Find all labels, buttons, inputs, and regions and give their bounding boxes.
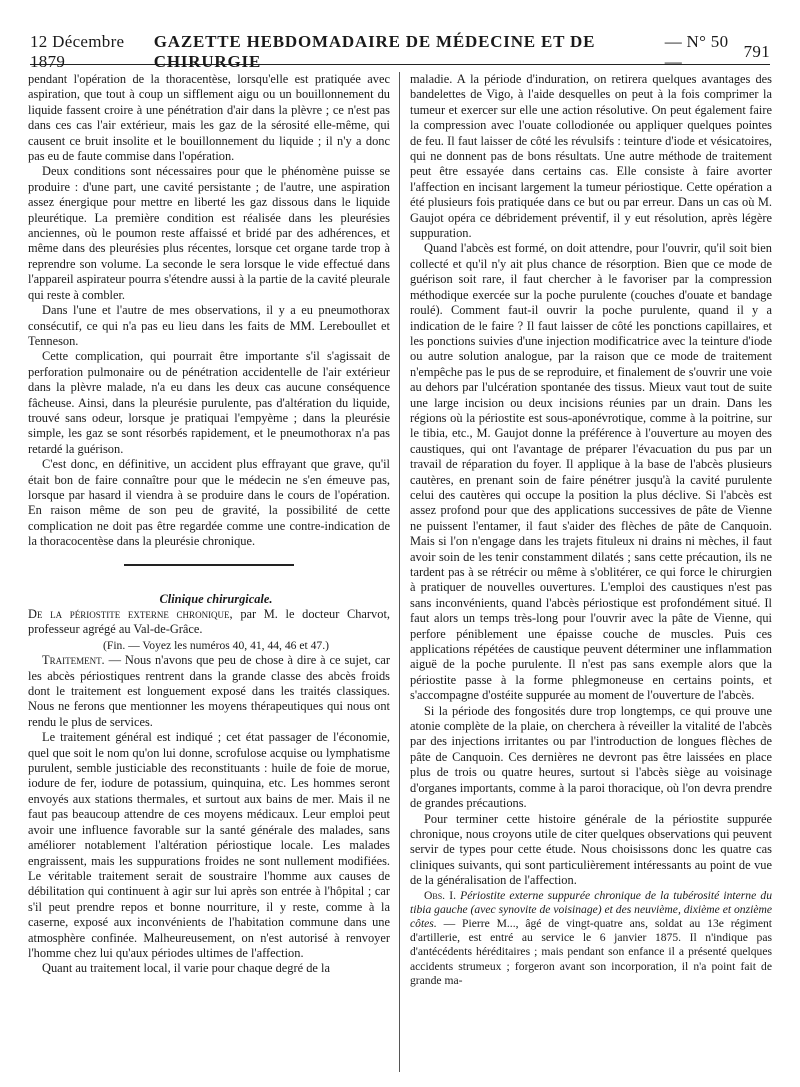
left-column (28, 72, 390, 977)
observation-label: Obs. I. (424, 888, 456, 902)
paragraph: maladie. A la période d'induration, on retirera quelques avantages des bandelettes de Vigo, à l'aide desquelles on peut à la fois comprimer la tumeur et exercer sur elle une action résolutive. On peut également faire la compression avec l'ouate collodionée ou appliquer quelques pointes de feu. Il faut laisser de côté les révulsifs : teinture d'iode et vésicatoires, qui ne donnent pas de bons résultats. Une autre méthode de traitement peut être essayée dans certains cas. Elle consiste à faire avorter l'affection en incisant largement la tumeur périostique. Cette opération a été plusieurs fois pratiquée dans ce but ou par erreur. Dans un cas où M. Gaujot opéra ce débridement préventif, il y eut résolution, après légère suppuration. (410, 72, 772, 241)
continuation-note: (Fin. — Voyez les numéros 40, 41, 44, 46 et 47.) (103, 638, 329, 652)
paragraph: Le traitement général est indiqué ; cet état passager de l'économie, quel que soit le nom qu'on lui donne, scrofulose acquise ou lymphatisme purulent, semble justiciable des reconstituants : huile de foie de morue, iodure de fer, iodure de potassium, quinquina, etc. Les hommes seront envoyés aux stations thermales, et surtout aux bains de mer. Mais il ne faut pas beaucoup attendre de ces moyens médicaux. Leur emploi peut avoir une influence favorable sur la santé générale des malades, sans améliorer notablement l'altération périostique locale. Les malades engraissent, mais les suppurations froides ne sont nullement modifiées. Le véritable traitement serait de soustraire l'homme aux causes de débilitation qui continuent à agir sur lui après son entrée à l'hôpital ; car s'il peut prendre repos et bonne nourriture, il y reste, comme à la caserne, exposé aux inconvénients de l'habitation commune dans une atmosphère confinée. Malheureusement, on n'est autorisé à renvoyer l'homme chez lui qu'aux périodes ultimes de l'affection. (28, 730, 390, 960)
column-divider (399, 72, 400, 1072)
paragraph: Cette complication, qui pourrait être importante s'il s'agissait de perforation pulmonaire ou de pénétration accidentelle de l'air extérieur dans la plèvre malade, n'a eu dans les deux cas aucune conséquence fâcheuse. Ainsi, dans la pleurésie purulente, pas d'altération du liquide, trouvé sans odeur, lorsque je pratiquai l'empyème ; dans la pleurésie simple, les gaz se sont résorbés rapidement, et le pneumothorax n'a pas retardé la guérison. (28, 349, 390, 456)
paragraph: Deux conditions sont nécessaires pour que le phénomène puisse se produire : d'une part, une cavité persistante ; de l'autre, une aspiration assez énergique pour mettre en liberté les gaz dissous dans le liquide pleurétique. La première condition est réalisée dans les pleurésies anciennes, où le poumon reste affaissé et bridé par des adhérences, et même dans des pleurésies plus récentes, lorsque cet organe tarde trop à reprendre son volume. La seconde le sera lorsque le vide effectué dans l'appareil aspirateur pourra s'étendre aussi à la partie de la cavité pleurale qui reste à combler. (28, 164, 390, 302)
right-column (410, 72, 772, 988)
issue-number: — N° 50 — (664, 32, 729, 71)
paragraph: pendant l'opération de la thoracentèse, lorsqu'elle est pratiquée avec aspiration, que tout à coup un sifflement aigu ou un bouillonnement du liquide fassent croire à une pénétration d'air dans la plèvre ; ce n'est pas dans ces cas l'air extérieur, mais les gaz de la sérosité elle-même, qui causent ce bruit insolite et le bouillonnement du liquide ; il n'y a donc pas eu de faute commise dans l'opération. (28, 72, 390, 164)
page-header (30, 32, 770, 71)
observation-body: — Pierre M..., âgé de vingt-quatre ans, soldat au 13e régiment d'artillerie, est entré au service le 6 janvier 1875. Il n'indique pas d'antécédents héréditaires ; mais pendant son enfance il a présenté quelques accidents strumeux ; forgeron avant son incorporation, il n'a point fait de grande ma- (410, 916, 772, 987)
paragraph: Pour terminer cette histoire générale de la périostite suppurée chronique, nous croyons utile de citer quelques observations qui peuvent servir de types pour cette étude. Nous choisissons donc les quatre cas cliniques suivants, qui sont particulièrement intéressants au point de vue de la généralisation de l'affection. (410, 811, 772, 888)
paragraph: Quant au traitement local, il varie pour chaque degré de la (42, 961, 330, 976)
article-heading (28, 607, 390, 638)
run-in-heading: Traitement. (42, 653, 105, 668)
paragraph: C'est donc, en définitive, un accident plus effrayant que grave, qu'il était bon de faire connaître pour que le médecin ne s'en émeuve pas, lorsque par hasard il viendra à se produire dans le cours de l'opération. En raison même de son peu de gravité, la possibilité de cette complication ne doit pas être regardée comme une contre-indication de la thoracocentèse dans la pleurésie chronique. (28, 457, 390, 549)
header-date: 12 Décembre 1879 (30, 32, 125, 71)
page-number: 791 (743, 42, 770, 61)
observation-title: Périostite externe suppurée chronique de la tubérosité interne du tibia gauche (avec synovite de voisinage) et des neuvième, dixième et onzième côtes. (410, 888, 772, 930)
article-title: De la périostite externe chronique, (28, 607, 233, 621)
observation (410, 889, 772, 988)
paragraph (28, 653, 390, 730)
paragraph: Quand l'abcès est formé, on doit attendre, pour l'ouvrir, qu'il soit bien collecté et qu'il n'y ait plus chance de résorption. Bien que ce mode de guérison soit rare, il faut chercher à le favoriser par la compression méthodique exercée sur la poche purulente (couches d'ouate et bandage roulé). Comment faut-il ouvrir la poche purulente, quand il y a indication de le faire ? Il faut laisser de côté les ponctions capillaires, et les ponctions suivies d'une injection modificatrice avec la teinture d'iode ou autre solution analogue, par la raison que ce mode de traitement n'empêche pas le pus de se reproduire, et finalement de s'ouvrir une voie au dehors par l'ulcération spontanée des tissus. Mieux vaut tout de suite une large incision ou deux incisions réunies par un drain. Dans les régions où la périostite est sous-aponévrotique, comme à la poitrine, sur le tibia, etc., M. Gaujot donne la préférence à l'ouverture au moyen des caustiques, qui ont l'avantage de préparer l'évacuation du pus par un travail de réparation du foyer. Il applique à la base de l'abcès plusieurs cautères, en prenant soin de faire pénétrer jusqu'à la cavité purulente celui des cautères qui occupe la position la plus déclive. Si l'abcès est assez profond pour que des applications successives de pâte de Vienne ne puissent l'entamer, il faut s'aider des flèches de pâte de Canquoin. Mais si l'on n'engage dans les trajets fituleux ni drains ni mèches, il faut avoir soin de les tenir constamment dilatés ; sans cette précaution, ils ne tardent pas à se rétrécir ou même à s'oblitérer, ce qui force le chirurgien à pratiquer de nouvelles ouvertures. L'emploi des caustiques n'est pas sans inconvénients, quand l'abcès périostique est profondément situé. Il faut alors un temps très-long pour l'ouvrir avec la pâte de Vienne, qui perfore péniblement une épaisse couche de muscles. Puis ces applications répétées de caustique peuvent déterminer une inflammation aiguë de la poche purulente. Il n'est pas sans exemple alors que la périostite passe à la forme phlegmoneuse en certains points, et s'accompagne d'ostéite suppurée au moment de l'ouverture de l'abcès. (410, 241, 772, 703)
journal-title: GAZETTE HEBDOMADAIRE DE MÉDECINE ET DE CHIRURGIE (153, 32, 596, 71)
article-author: par M. le docteur Charvot, professeur agrégé au Val-de-Grâce. (28, 607, 390, 637)
paragraph-text: — Nous n'avons que peu de chose à dire à ce sujet, car les abcès périostiques rentrent dans la grande classe des abcès froids dont le traitement est longuement exposé dans les traités classiques. Nous ne ferons que mentionner les moyens thérapeutiques qui nous ont rendu le plus de services. (28, 653, 390, 729)
paragraph: Si la période des fongosités dure trop longtemps, ce qui prouve une atonie complète de la plaie, on cherchera à réveiller la vitalité de l'abcès par des injections irritantes ou par l'introduction de longues flèches de pâte de Canquoin. Ces dernières ne devront pas être laissées en place plus de trois ou quatre heures, surtout si l'abcès siège au voisinage d'organes importants, comme à la paroi thoracique, où l'on devra prendre de grandes précautions. (410, 703, 772, 811)
paragraph: Dans l'une et l'autre de mes observations, il y a eu pneumothorax consécutif, ce qui n'a pas eu lieu dans les faits de MM. Lereboullet et Tenneson. (28, 303, 390, 348)
section-separator (124, 564, 294, 566)
section-title: Clinique chirurgicale. (159, 591, 273, 606)
